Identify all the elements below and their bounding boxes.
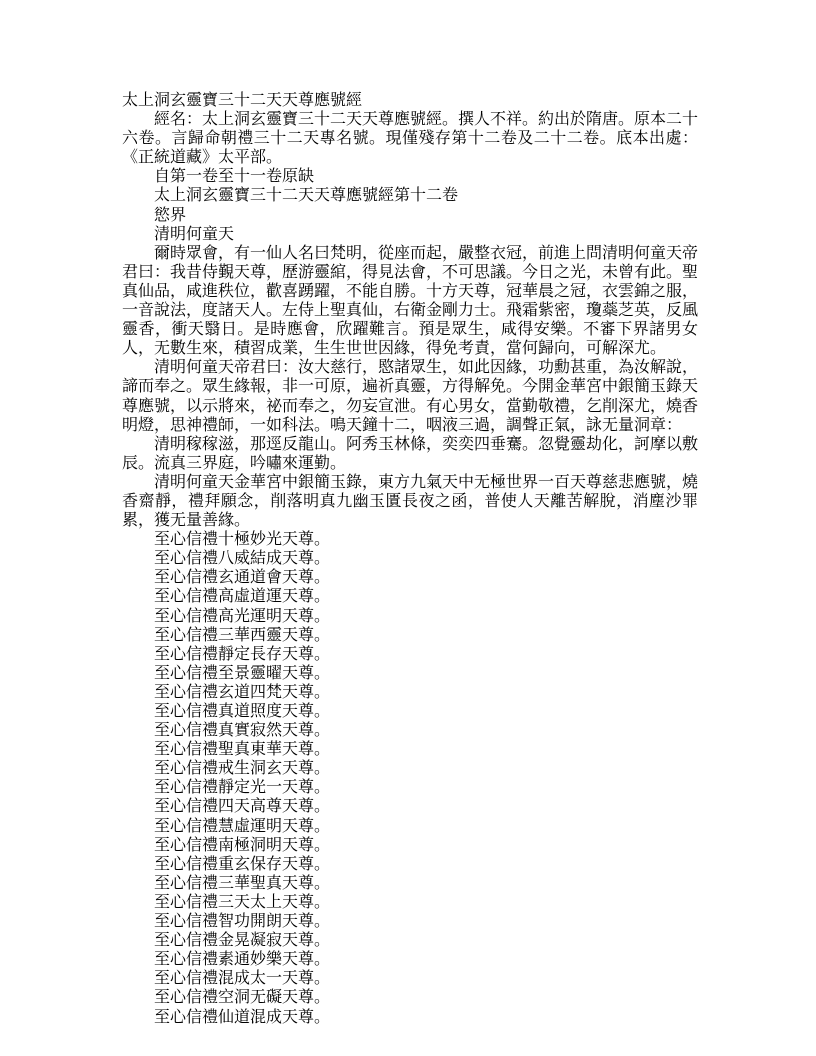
litany-item: 至心信禮慧虛運明天尊。	[154, 817, 331, 835]
document-page	[122, 91, 698, 1027]
litany-item: 至心信禮智功開朗天尊。	[154, 913, 331, 931]
litany-item: 至心信禮靜定長存天尊。	[154, 645, 331, 663]
litany-item: 至心信禮真實寂然天尊。	[154, 722, 331, 740]
document-title: 太上洞玄靈寶三十二天天尊應號經	[122, 92, 363, 109]
litany-item: 至心信禮真道照度天尊。	[154, 703, 331, 720]
missing-volumes-note: 自第一卷至十一卷原缺	[154, 168, 315, 186]
litany-item: 至心信禮八威結成天尊。	[154, 550, 331, 568]
litany-item: 至心信禮四天高尊天尊。	[154, 798, 331, 816]
litany-item: 至心信禮靜定光一天尊。	[154, 779, 331, 797]
volume-title: 太上洞玄靈寶三十二天天尊應號經第十二卷	[154, 187, 459, 205]
litany-item: 至心信禮戒生洞玄天尊。	[154, 760, 331, 778]
litany-item: 至心信禮南極洞明天尊。	[154, 836, 331, 854]
litany-item: 至心信禮至景靈曜天尊。	[154, 664, 331, 682]
litany-item: 至心信禮混成太一天尊。	[154, 970, 331, 988]
litany-item: 至心信禮高虛道運天尊。	[154, 588, 331, 606]
litany-item: 至心信禮三華西靈天尊。	[154, 626, 331, 644]
litany-item: 至心信禮三華聖真天尊。	[154, 874, 331, 892]
litany-item: 至心信禮玄道四梵天尊。	[154, 683, 331, 701]
meta-paragraph: 經名：太上洞玄靈寶三十二天天尊應號經。撰人不祥。約出於隋唐。原本二十六卷。言歸命朝禮三十二天專名號。現僅殘存第十二卷及二十二卷。底本出處：《正統道藏》太平部。	[122, 111, 699, 167]
litany-item: 至心信禮仙道混成天尊。	[154, 1008, 331, 1026]
litany-item: 至心信禮素通妙樂天尊。	[154, 951, 331, 969]
verse-paragraph: 清明稼稼滋，那逕反龍山。阿秀玉林條，奕奕四垂騫。忽覺靈劫化，訶摩以敷辰。流真三界庭，吟嘯來運勤。	[122, 435, 699, 472]
litany-list	[122, 530, 698, 1026]
body-paragraph: 清明何童天金華宮中銀簡玉錄，東方九氣天中无極世界一百天尊慈悲應號，燒香齋靜，禮拜願念，削落明真九幽玉匱長夜之函，普使人天離苦解脫，消塵沙罪累，獲无量善緣。	[122, 473, 699, 530]
litany-item: 至心信禮重玄保存天尊。	[154, 855, 331, 873]
litany-item: 至心信禮金晃凝寂天尊。	[154, 932, 331, 950]
heaven-heading: 清明何童天	[154, 225, 235, 243]
litany-item: 至心信禮十極妙光天尊。	[154, 531, 331, 549]
litany-item: 至心信禮高光運明天尊。	[154, 607, 331, 625]
litany-item: 至心信禮三天太上天尊。	[154, 893, 331, 911]
litany-item: 至心信禮空洞无礙天尊。	[154, 989, 331, 1007]
body-paragraph: 爾時眾會，有一仙人名曰梵明，從座而起，嚴整衣冠，前進上問清明何童天帝君曰：我昔侍覲天尊，歷游靈綰，得見法會，不可思議。今日之光，未曾有此。聖真仙品，咸進秩位，歡喜踴躍，不能自勝。十方天尊，冠華晨之冠，衣雲錦之服，一音說法，度諸天人。左侍上聖真仙，右衛金剛力士。飛霜紫密，瓊蘂芝英，反風靈香，衝天翳日。是時應會，欣躍難言。預是眾生，咸得安樂。不審下界諸男女人，无數生來，積習成業，生生世世因緣，得免考責，當何歸向，可解深尤。	[122, 244, 699, 358]
litany-item: 至心信禮聖真東華天尊。	[154, 741, 331, 759]
body-paragraph: 清明何童天帝君曰：汝大慈行，愍諸眾生，如此因緣，功勳甚重，為汝解說，諦而奉之。眾生緣報，非一可原，遍祈真靈，方得解免。今開金華宮中銀簡玉錄天尊應號，以示將來，祕而奉之，勿妄宣泄。有心男女，當勤敬禮，乞削深尤，燒香明燈，思神禮師，一如科法。鳴天鐘十二，咽液三過，調聲正氣，詠无量洞章：	[122, 359, 699, 434]
realm-heading: 慾界	[154, 206, 187, 224]
litany-item: 至心信禮玄通道會天尊。	[154, 569, 331, 587]
